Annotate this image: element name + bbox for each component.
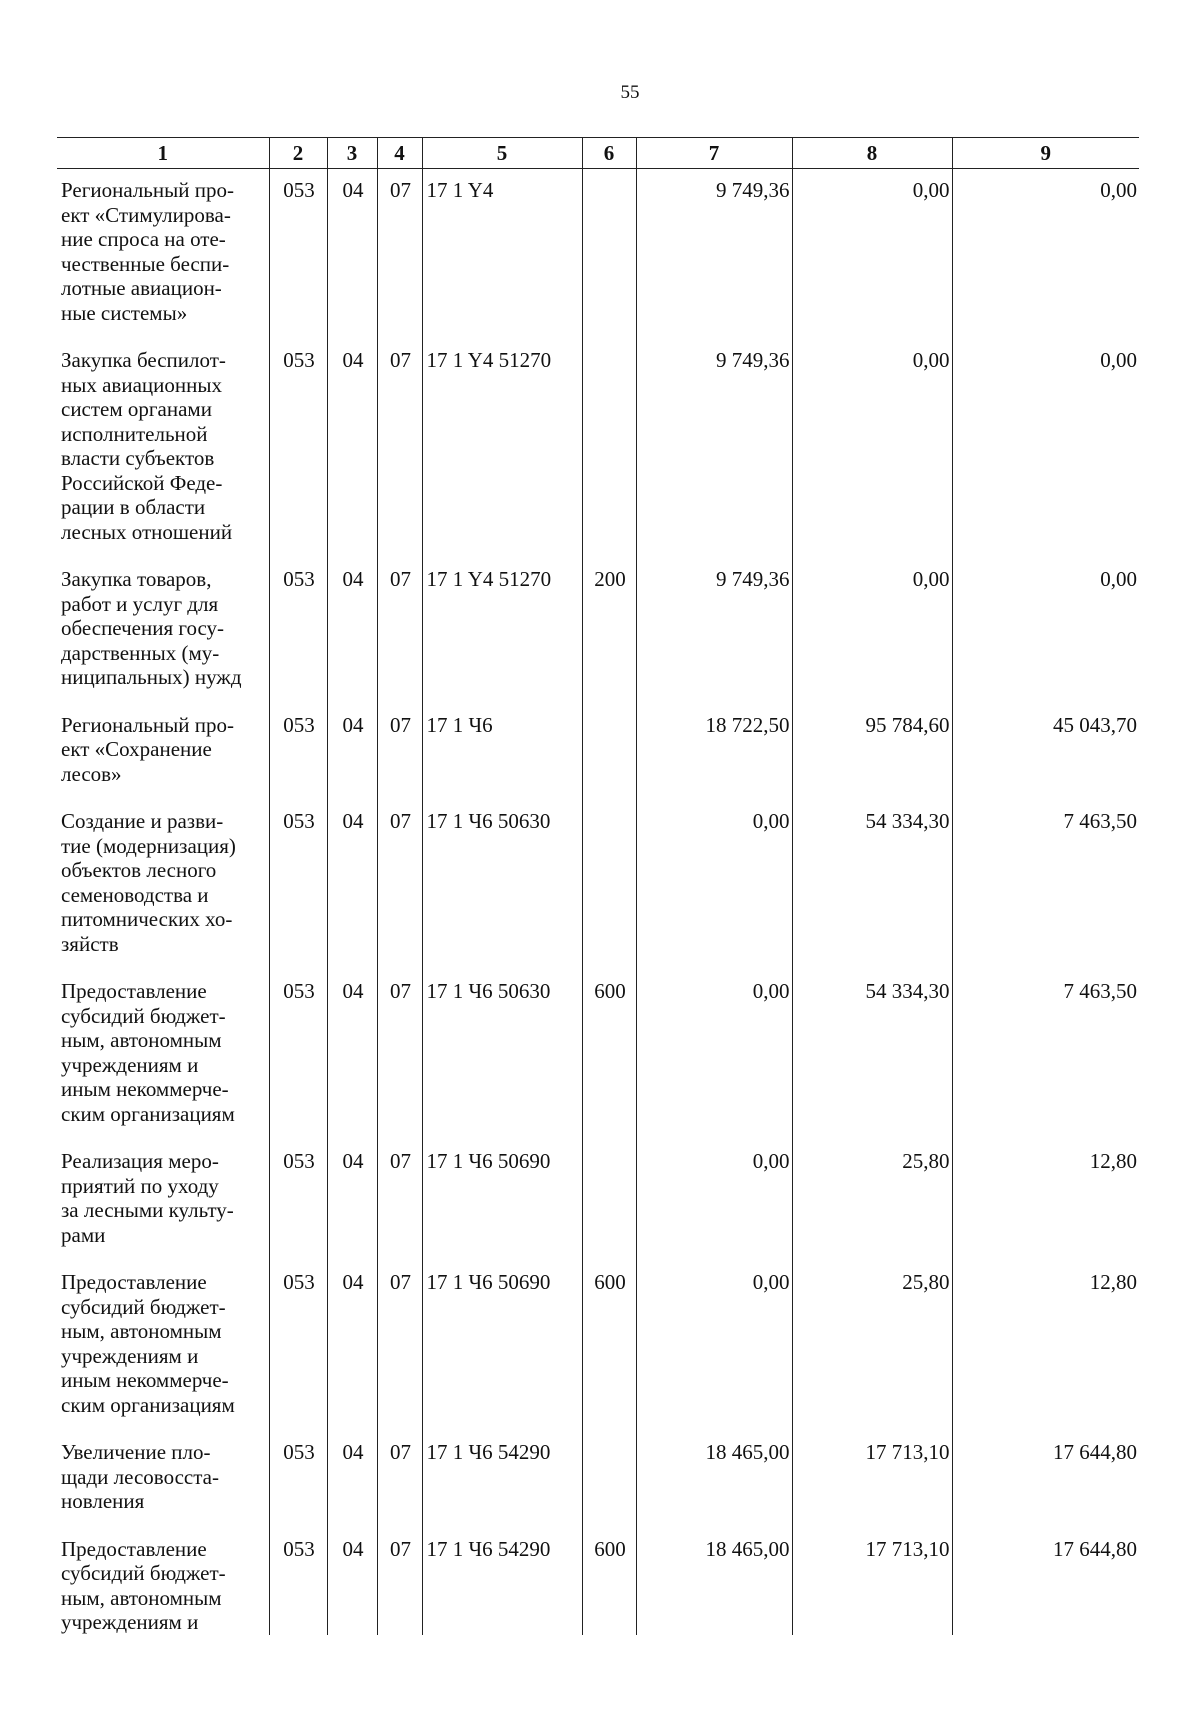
cell-admin-code: 053	[269, 800, 327, 970]
item-name-line: субсидий бюджет-	[61, 1561, 226, 1585]
item-name-line: исполнительной	[61, 421, 208, 446]
item-name-line: лесных отношений	[61, 519, 233, 544]
cell-amount-year2: 54 334,30	[792, 970, 952, 1140]
cell-section: 04	[327, 800, 377, 970]
cell-admin-code: 053	[269, 970, 327, 1140]
cell-expense-type	[582, 169, 636, 340]
cell-admin-code: 053	[269, 1431, 327, 1528]
cell-item-name	[57, 558, 269, 704]
table-body	[57, 169, 1139, 1635]
item-name-line: Создание и разви-	[61, 809, 224, 833]
cell-amount-year1: 18 722,50	[636, 704, 792, 801]
cell-section: 04	[327, 970, 377, 1140]
cell-subsection: 07	[377, 1528, 422, 1635]
page-number: 55	[620, 82, 640, 103]
table-row	[57, 970, 1139, 1140]
cell-subsection: 07	[377, 169, 422, 340]
cell-expense-type: 600	[582, 1261, 636, 1431]
cell-amount-year1: 9 749,36	[636, 169, 792, 340]
cell-amount-year3: 7 463,50	[952, 800, 1139, 970]
header-cell: 4	[377, 138, 422, 169]
item-name-line: чественные беспи-	[61, 251, 230, 276]
item-name-line: Закупка товаров,	[61, 567, 212, 591]
table-row	[57, 800, 1139, 970]
item-name-line: Предоставление	[61, 1536, 207, 1561]
cell-expense-type	[582, 704, 636, 801]
cell-target-article: 17 1 Ч6 50690	[422, 1261, 582, 1431]
cell-amount-year1: 0,00	[636, 1261, 792, 1431]
header-cell: 9	[952, 138, 1139, 169]
item-name-line: рации в области	[61, 495, 206, 519]
cell-subsection: 07	[377, 800, 422, 970]
cell-section: 04	[327, 1140, 377, 1261]
cell-expense-type	[582, 800, 636, 970]
cell-amount-year3: 12,80	[952, 1140, 1139, 1261]
table-row	[57, 1140, 1139, 1261]
cell-admin-code: 053	[269, 558, 327, 704]
item-name-line: Региональный про-	[61, 178, 234, 202]
cell-amount-year3: 45 043,70	[952, 704, 1139, 801]
item-name-line: ект «Стимулирова-	[61, 202, 231, 227]
item-name-line: приятий по уходу	[61, 1173, 219, 1198]
cell-item-name	[57, 169, 269, 340]
cell-expense-type: 600	[582, 970, 636, 1140]
item-name-line: субсидий бюджет-	[61, 1003, 226, 1028]
cell-amount-year2: 17 713,10	[792, 1528, 952, 1635]
item-name-line: Региональный про-	[61, 712, 234, 737]
cell-section: 04	[327, 558, 377, 704]
table-row	[57, 1528, 1139, 1635]
cell-amount-year1: 9 749,36	[636, 558, 792, 704]
cell-admin-code: 053	[269, 169, 327, 340]
item-name-line: ским организациям	[61, 1101, 235, 1126]
cell-amount-year2: 95 784,60	[792, 704, 952, 801]
cell-item-name	[57, 970, 269, 1140]
cell-section: 04	[327, 704, 377, 801]
cell-amount-year1: 18 465,00	[636, 1528, 792, 1635]
item-name-line: семеноводства и	[61, 882, 209, 907]
cell-subsection: 07	[377, 1140, 422, 1261]
item-name-line: субсидий бюджет-	[61, 1294, 226, 1319]
cell-admin-code: 053	[269, 704, 327, 801]
header-cell: 3	[327, 138, 377, 169]
cell-amount-year1: 18 465,00	[636, 1431, 792, 1528]
cell-admin-code: 053	[269, 1261, 327, 1431]
item-name-line: Российской Феде-	[61, 470, 223, 495]
item-name-line: тие (модернизация)	[61, 833, 236, 858]
cell-expense-type: 200	[582, 558, 636, 704]
cell-target-article: 17 1 Y4 51270	[422, 558, 582, 704]
item-name-line: Закупка беспилот-	[61, 348, 226, 372]
cell-amount-year1: 9 749,36	[636, 339, 792, 558]
cell-amount-year2: 25,80	[792, 1261, 952, 1431]
header-cell: 5	[422, 138, 582, 169]
cell-section: 04	[327, 1528, 377, 1635]
cell-amount-year2: 0,00	[792, 558, 952, 704]
header-row	[57, 138, 1139, 169]
header-cell: 1	[57, 138, 269, 169]
cell-amount-year3: 17 644,80	[952, 1431, 1139, 1528]
cell-amount-year3: 12,80	[952, 1261, 1139, 1431]
cell-section: 04	[327, 1261, 377, 1431]
cell-expense-type	[582, 1140, 636, 1261]
cell-amount-year3: 0,00	[952, 339, 1139, 558]
item-name-line: учреждениям и	[61, 1610, 199, 1634]
cell-amount-year2: 0,00	[792, 339, 952, 558]
cell-subsection: 07	[377, 970, 422, 1140]
cell-target-article: 17 1 Y4 51270	[422, 339, 582, 558]
item-name-line: учреждениям и	[61, 1343, 199, 1368]
item-name-line: обеспечения госу-	[61, 616, 225, 640]
item-name-line: зяйств	[61, 931, 119, 956]
cell-amount-year2: 54 334,30	[792, 800, 952, 970]
item-name-line: Предоставление	[61, 1270, 207, 1294]
item-name-line: лотные авиацион-	[61, 276, 222, 300]
cell-subsection: 07	[377, 339, 422, 558]
cell-amount-year2: 0,00	[792, 169, 952, 340]
header-cell: 2	[269, 138, 327, 169]
cell-target-article: 17 1 Ч6 50630	[422, 970, 582, 1140]
item-name-line: ным, автономным	[61, 1028, 222, 1052]
item-name-line: учреждениям и	[61, 1052, 199, 1077]
cell-amount-year3: 0,00	[952, 169, 1139, 340]
item-name-line: ных авиационных	[61, 372, 222, 397]
cell-section: 04	[327, 339, 377, 558]
cell-expense-type	[582, 339, 636, 558]
cell-target-article: 17 1 Ч6 50690	[422, 1140, 582, 1261]
item-name-line: работ и услуг для	[61, 591, 219, 616]
cell-amount-year2: 25,80	[792, 1140, 952, 1261]
cell-subsection: 07	[377, 558, 422, 704]
cell-item-name	[57, 1431, 269, 1528]
item-name-line: новления	[61, 1489, 145, 1513]
cell-item-name	[57, 1140, 269, 1261]
header-cell: 8	[792, 138, 952, 169]
cell-section: 04	[327, 169, 377, 340]
table-row	[57, 1261, 1139, 1431]
item-name-line: иным некоммерче-	[61, 1077, 229, 1101]
cell-target-article: 17 1 Ч6 50630	[422, 800, 582, 970]
item-name-line: ект «Сохранение	[61, 737, 212, 761]
item-name-line: Реализация меро-	[61, 1149, 219, 1173]
cell-amount-year1: 0,00	[636, 800, 792, 970]
cell-expense-type: 600	[582, 1528, 636, 1635]
cell-expense-type	[582, 1431, 636, 1528]
table-row	[57, 558, 1139, 704]
item-name-line: дарственных (му-	[61, 640, 220, 665]
header-cell: 7	[636, 138, 792, 169]
item-name-line: лесов»	[61, 761, 122, 786]
cell-subsection: 07	[377, 1261, 422, 1431]
cell-amount-year3: 17 644,80	[952, 1528, 1139, 1635]
table-row	[57, 704, 1139, 801]
table-row	[57, 169, 1139, 340]
cell-amount-year2: 17 713,10	[792, 1431, 952, 1528]
item-name-line: систем органами	[61, 397, 212, 421]
item-name-line: власти субъектов	[61, 446, 215, 470]
item-name-line: за лесными культу-	[61, 1198, 234, 1222]
item-name-line: ные системы»	[61, 300, 188, 325]
cell-admin-code: 053	[269, 1528, 327, 1635]
item-name-line: ным, автономным	[61, 1585, 222, 1610]
cell-item-name	[57, 1528, 269, 1635]
cell-admin-code: 053	[269, 1140, 327, 1261]
cell-target-article: 17 1 Ч6 54290	[422, 1431, 582, 1528]
cell-item-name	[57, 704, 269, 801]
item-name-line: ским организациям	[61, 1392, 235, 1417]
table-row	[57, 1431, 1139, 1528]
item-name-line: ным, автономным	[61, 1319, 222, 1343]
cell-target-article: 17 1 Ч6	[422, 704, 582, 801]
cell-subsection: 07	[377, 704, 422, 801]
cell-target-article: 17 1 Ч6 54290	[422, 1528, 582, 1635]
cell-item-name	[57, 339, 269, 558]
item-name-line: ние спроса на оте-	[61, 227, 226, 251]
item-name-line: питомнических хо-	[61, 907, 233, 931]
cell-amount-year1: 0,00	[636, 1140, 792, 1261]
cell-target-article: 17 1 Y4	[422, 169, 582, 340]
budget-table	[57, 137, 1139, 1635]
cell-amount-year1: 0,00	[636, 970, 792, 1140]
item-name-line: ниципальных) нужд	[61, 665, 242, 689]
item-name-line: щади лесовосста-	[61, 1464, 219, 1489]
cell-amount-year3: 7 463,50	[952, 970, 1139, 1140]
item-name-line: рами	[61, 1222, 106, 1247]
item-name-line: Предоставление	[61, 979, 207, 1003]
cell-amount-year3: 0,00	[952, 558, 1139, 704]
item-name-line: иным некоммерче-	[61, 1368, 229, 1392]
cell-item-name	[57, 800, 269, 970]
cell-item-name	[57, 1261, 269, 1431]
header-cell: 6	[582, 138, 636, 169]
item-name-line: объектов лесного	[61, 858, 217, 882]
cell-section: 04	[327, 1431, 377, 1528]
table-row	[57, 339, 1139, 558]
cell-subsection: 07	[377, 1431, 422, 1528]
item-name-line: Увеличение пло-	[61, 1440, 211, 1464]
cell-admin-code: 053	[269, 339, 327, 558]
